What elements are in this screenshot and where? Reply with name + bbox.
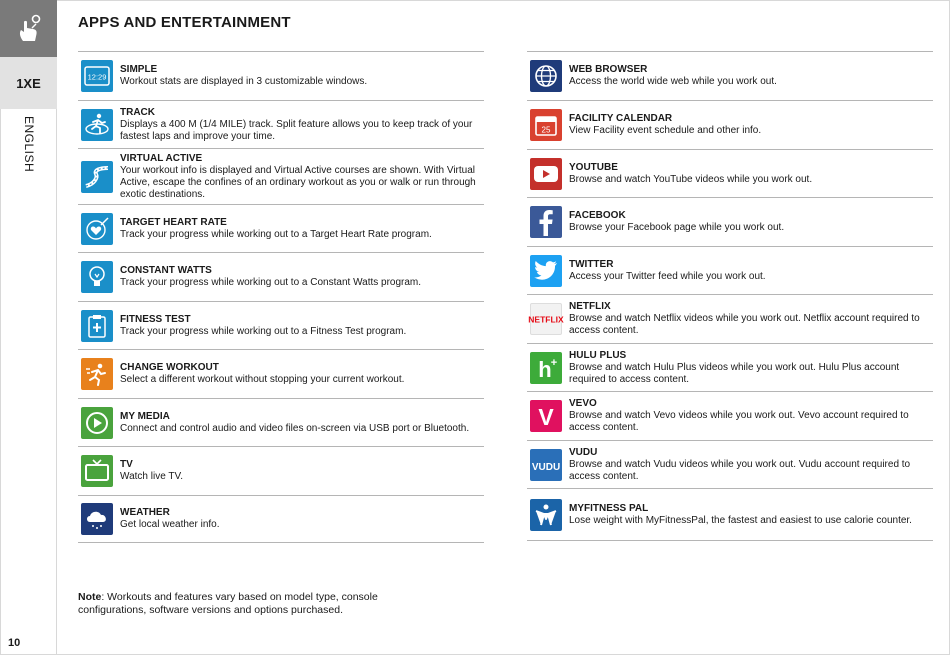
app-text — [569, 64, 777, 88]
app-description: Track your progress while working out to a Target Heart Rate program. — [120, 228, 432, 240]
app-text — [569, 398, 933, 434]
right-app-list — [527, 51, 933, 541]
app-title: VIRTUAL ACTIVE — [120, 152, 203, 164]
netflix-icon — [530, 303, 562, 335]
touch-gesture-icon — [0, 0, 57, 57]
app-row-constant-watts — [78, 252, 484, 301]
app-text — [569, 113, 761, 137]
app-text — [569, 503, 912, 527]
twitter-icon — [530, 255, 562, 287]
clock-screen-icon — [81, 60, 113, 92]
app-text — [120, 107, 484, 143]
app-row-facility-calendar — [527, 100, 933, 149]
lightbulb-icon — [81, 261, 113, 293]
app-row-simple — [78, 51, 484, 100]
svg-text:12:29: 12:29 — [87, 72, 107, 82]
app-title: CHANGE WORKOUT — [120, 362, 219, 373]
svg-text:V: V — [538, 404, 554, 430]
clipboard-icon — [81, 310, 113, 342]
app-row-change-workout — [78, 349, 484, 398]
app-row-twitter — [527, 246, 933, 294]
app-title: HULU PLUS — [569, 349, 627, 361]
app-row-fitness-test — [78, 301, 484, 349]
app-row-vevo — [527, 391, 933, 440]
left-app-list — [78, 51, 484, 543]
app-title: FACILITY CALENDAR — [569, 113, 673, 124]
app-title: VEVO — [569, 398, 597, 409]
tv-icon — [81, 455, 113, 487]
app-description: Browse and watch YouTube videos while you work out. — [569, 173, 813, 185]
myfitnesspal-icon — [530, 499, 562, 531]
app-description: Browse and watch Netflix videos while you work out. Netflix account required to access content. — [569, 313, 920, 336]
app-text — [120, 362, 404, 386]
app-title: VUDU — [569, 446, 598, 458]
vevo-icon — [530, 400, 562, 432]
model-label: 1XE — [0, 57, 57, 109]
app-text — [120, 64, 367, 88]
facebook-icon — [530, 206, 562, 238]
app-description: Displays a 400 M (1/4 MILE) track. Split feature allows you to keep track of your fastest laps and improve your time. — [120, 118, 473, 142]
youtube-icon — [530, 158, 562, 190]
app-text — [569, 350, 933, 386]
app-description: Workout stats are displayed in 3 customizable windows. — [120, 76, 368, 87]
app-title: YOUTUBE — [569, 161, 618, 173]
hulu-icon — [530, 352, 562, 384]
app-description: Lose weight with MyFitnessPal, the fastest and easiest to use calorie counter. — [569, 514, 912, 526]
app-title: TRACK — [120, 106, 155, 118]
svg-text:h: h — [538, 356, 552, 382]
app-description: Select a different workout without stopping your current workout. — [120, 374, 405, 385]
app-row-target-heart-rate — [78, 204, 484, 252]
footnote: Note: Workouts and features vary based on model type, console configurations, software versions and options purchased. — [78, 591, 378, 616]
app-row-web-browser — [527, 51, 933, 100]
app-title: MY MEDIA — [120, 410, 170, 422]
app-description: View Facility event schedule and other info. — [569, 125, 762, 136]
heart-target-icon — [81, 213, 113, 245]
app-row-tv — [78, 446, 484, 495]
app-description: Track your progress while working out to a Constant Watts program. — [120, 277, 422, 288]
app-text — [120, 314, 406, 338]
app-description: Connect and control audio and video files on-screen via USB port or Bluetooth. — [120, 422, 470, 434]
app-description: Watch live TV. — [120, 471, 183, 482]
app-title: MYFITNESS PAL — [569, 502, 649, 514]
app-description: Your workout info is displayed and Virtual Active courses are shown. With Virtual Active, escape the confines of an ordinary workout as you or walk or run through exotic destinations. — [120, 164, 476, 200]
sidebar-divider — [56, 109, 57, 655]
app-description: Track your progress while working out to a Fitness Test program. — [120, 325, 407, 337]
app-text — [569, 259, 766, 283]
weather-icon — [81, 503, 113, 535]
app-description: Access your Twitter feed while you work out. — [569, 270, 766, 282]
app-row-facebook — [527, 197, 933, 246]
play-icon — [81, 407, 113, 439]
app-row-virtual-active — [78, 148, 484, 204]
app-description: Get local weather info. — [120, 519, 220, 530]
svg-text:VUDU: VUDU — [531, 461, 561, 473]
app-description: Browse your Facebook page while you work out. — [569, 222, 785, 233]
app-text — [120, 411, 469, 435]
app-text — [120, 153, 484, 201]
calendar-icon — [530, 109, 562, 141]
app-row-myfitness-pal — [527, 488, 933, 541]
app-text — [120, 265, 421, 289]
app-row-hulu-plus — [527, 343, 933, 391]
road-icon — [81, 161, 113, 193]
app-description: Access the world wide web while you work out. — [569, 76, 777, 87]
app-title: WEATHER — [120, 507, 170, 518]
sidebar — [0, 0, 57, 655]
app-row-my-media — [78, 398, 484, 446]
app-description: Browse and watch Hulu Plus videos while you work out. Hulu Plus account required to access content. — [569, 361, 900, 385]
app-description: Browse and watch Vudu videos while you work out. Vudu account required to access content. — [569, 458, 911, 482]
svg-text:25: 25 — [541, 125, 551, 135]
app-title: NETFLIX — [569, 301, 611, 312]
app-row-track — [78, 100, 484, 148]
app-text — [120, 507, 220, 531]
app-row-youtube — [527, 149, 933, 197]
app-text — [569, 301, 933, 337]
app-title: TARGET HEART RATE — [120, 216, 227, 228]
app-title: TWITTER — [569, 258, 614, 270]
app-text — [569, 162, 812, 186]
app-row-vudu — [527, 440, 933, 488]
page-title: APPS AND ENTERTAINMENT — [78, 14, 291, 31]
app-text — [569, 447, 933, 483]
vudu-icon — [530, 449, 562, 481]
app-description: Browse and watch Vevo videos while you work out. Vevo account required to access content. — [569, 410, 909, 433]
runner-track-icon — [81, 109, 113, 141]
app-row-netflix — [527, 294, 933, 343]
change-workout-icon — [81, 358, 113, 390]
app-row-weather — [78, 495, 484, 543]
app-title: CONSTANT WATTS — [120, 265, 212, 276]
app-title: SIMPLE — [120, 64, 158, 75]
app-title: TV — [120, 459, 133, 470]
language-label: ENGLISH — [22, 116, 36, 173]
app-title: FACEBOOK — [569, 210, 626, 221]
app-text — [120, 217, 432, 241]
app-text — [120, 459, 183, 483]
app-title: FITNESS TEST — [120, 313, 191, 325]
app-text — [569, 210, 784, 234]
page-number: 10 — [8, 637, 21, 649]
globe-icon — [530, 60, 562, 92]
app-title: WEB BROWSER — [569, 64, 648, 75]
svg-text:+: + — [550, 356, 558, 369]
svg-text:NETFLIX: NETFLIX — [528, 314, 564, 325]
